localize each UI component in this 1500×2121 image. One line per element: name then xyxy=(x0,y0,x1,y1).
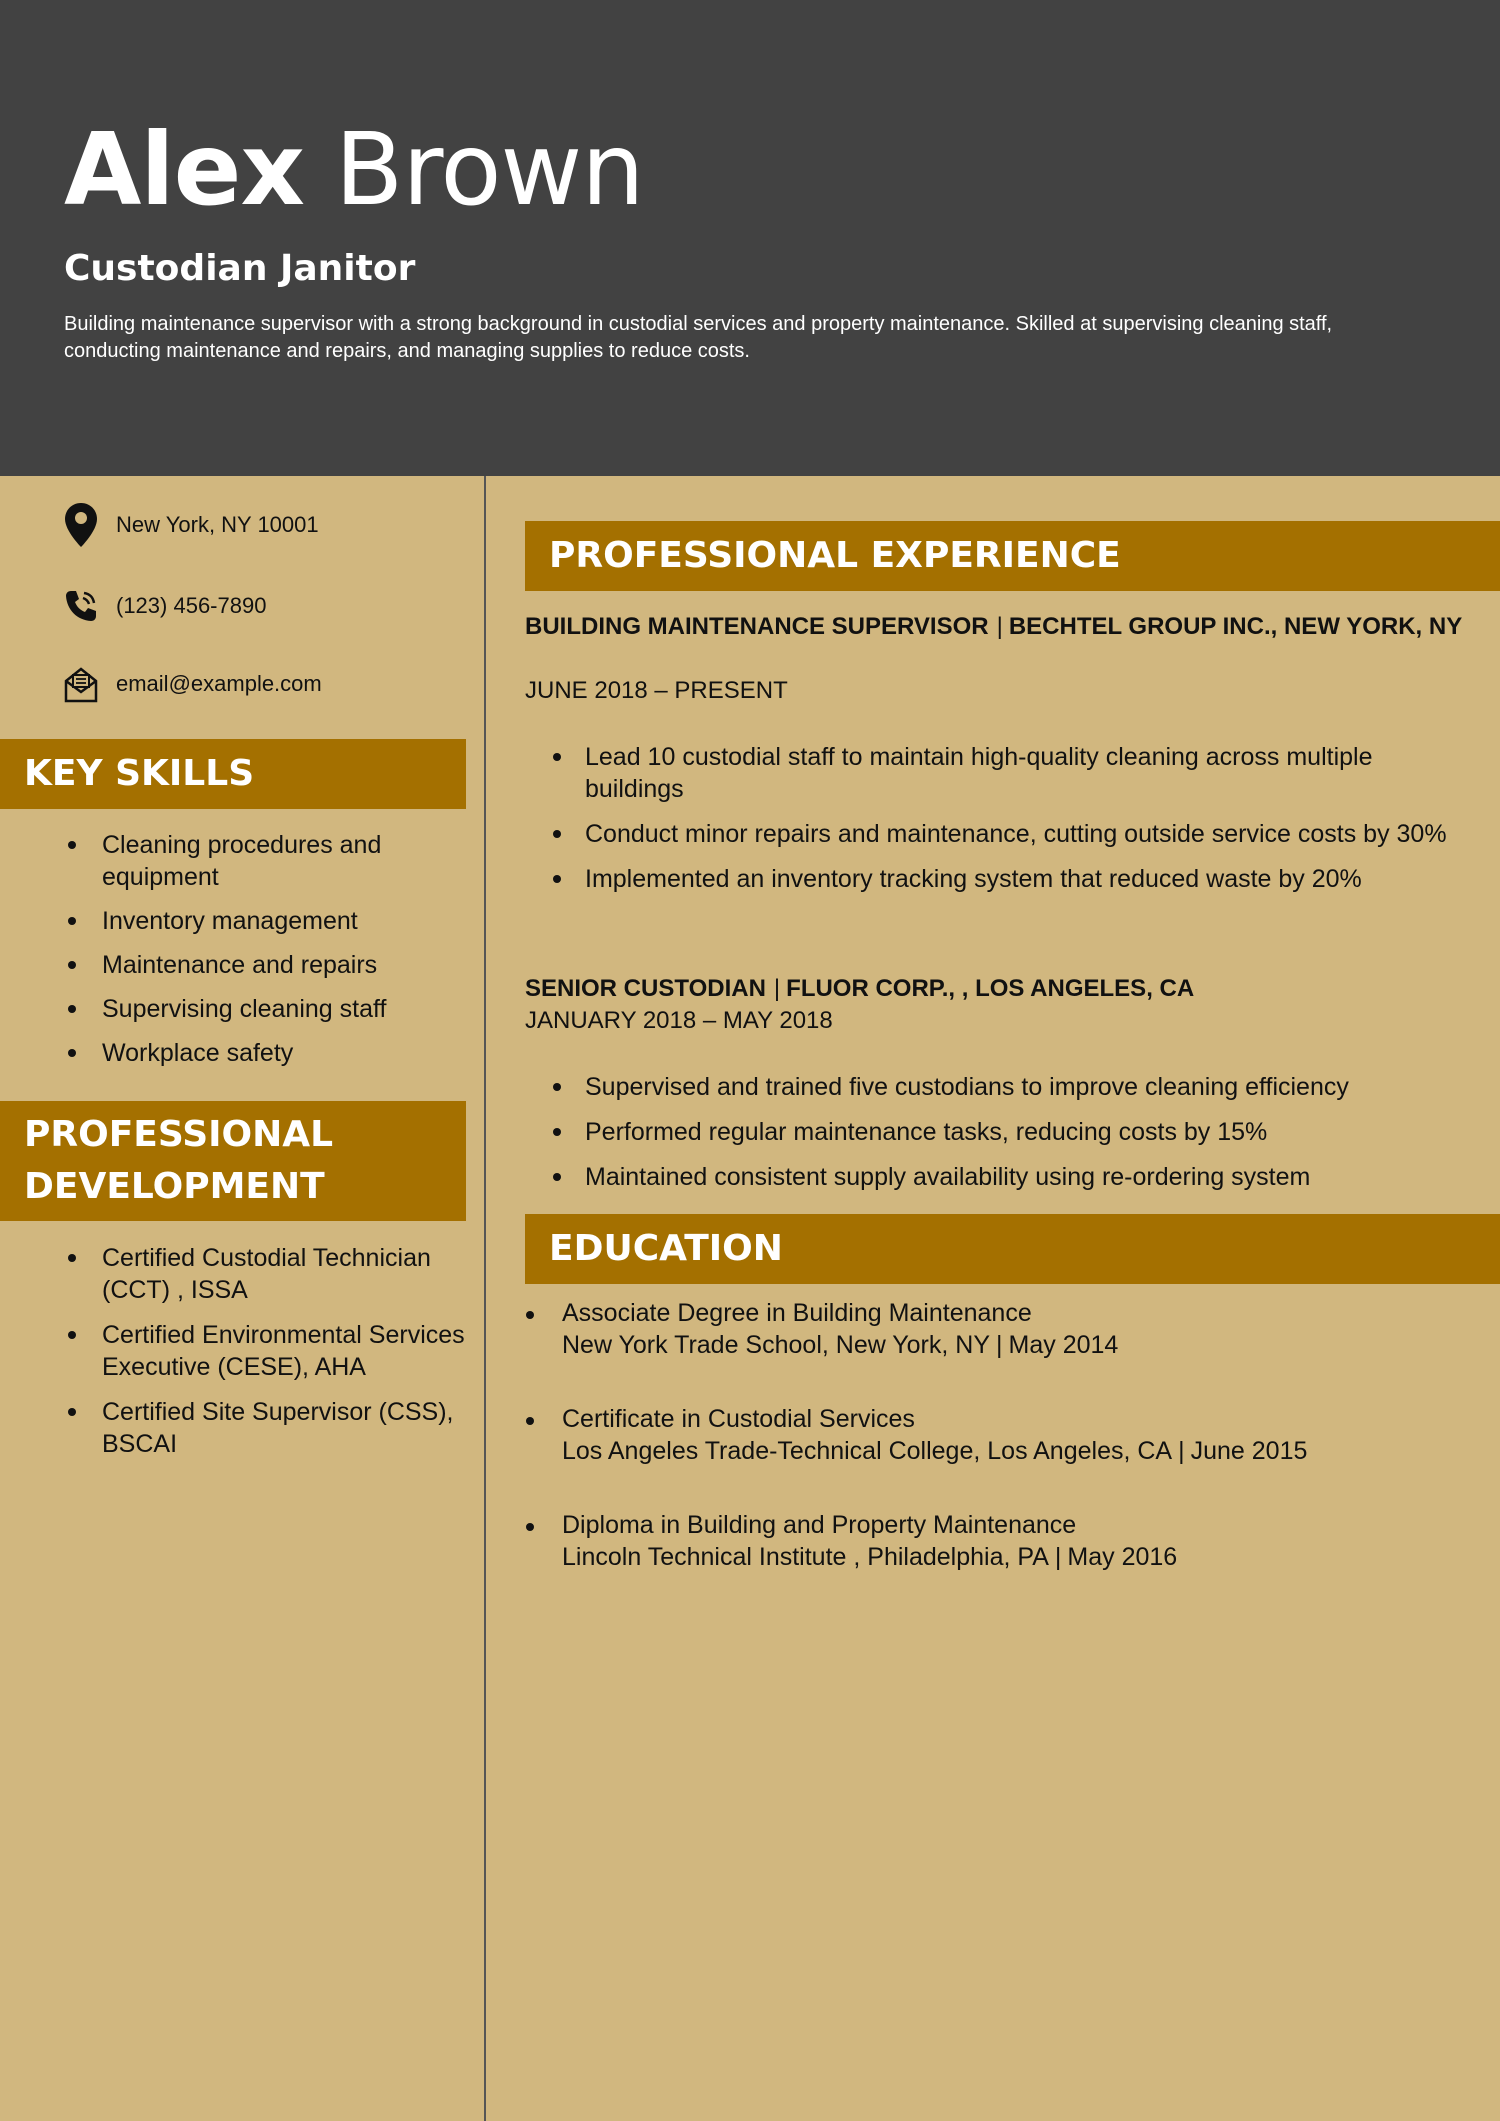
list-item: Certified Site Supervisor (CSS), BSCAI xyxy=(102,1396,482,1460)
list-item: Cleaning procedures and equipment xyxy=(102,829,462,893)
job-1-dates: JUNE 2018 – PRESENT xyxy=(525,677,788,704)
last-name: Brown xyxy=(334,111,644,228)
location-pin-icon xyxy=(64,502,98,548)
contact-location xyxy=(64,502,319,548)
job-1-header xyxy=(525,611,1465,643)
experience-heading: PROFESSIONAL EXPERIENCE xyxy=(525,521,1500,591)
education-school-line xyxy=(562,1435,1462,1467)
list-item: Conduct minor repairs and maintenance, cutting outside service costs by 30% xyxy=(585,818,1465,850)
education-date: May 2014 xyxy=(1008,1331,1119,1359)
education-item xyxy=(562,1297,1462,1361)
education-school-line xyxy=(562,1541,1462,1573)
education-degree: Associate Degree in Building Maintenance xyxy=(562,1299,1032,1327)
contact-phone xyxy=(64,583,266,629)
education-list xyxy=(562,1297,1462,1615)
job-company: FLUOR CORP., , LOS ANGELES, CA xyxy=(786,975,1195,1002)
education-date: May 2016 xyxy=(1067,1543,1178,1571)
job-2-dates: JANUARY 2018 – MAY 2018 xyxy=(525,1007,833,1034)
education-degree: Diploma in Building and Property Maintenance xyxy=(562,1511,1077,1539)
list-item: Implemented an inventory tracking system that reduced waste by 20% xyxy=(585,863,1465,895)
list-item: Maintained consistent supply availability using re-ordering system xyxy=(585,1161,1465,1193)
contact-email xyxy=(64,661,322,707)
professional-development-heading xyxy=(0,1101,466,1221)
education-separator: | xyxy=(1178,1437,1185,1465)
education-school: Los Angeles Trade-Technical College, Los Angeles, CA xyxy=(562,1437,1173,1465)
location-text: New York, NY 10001 xyxy=(116,512,319,537)
education-school: Lincoln Technical Institute , Philadelphia, PA xyxy=(562,1543,1049,1571)
list-item: Workplace safety xyxy=(102,1037,462,1069)
job-title: Custodian Janitor xyxy=(64,248,416,289)
list-item: Supervising cleaning staff xyxy=(102,993,462,1025)
email-text[interactable]: email@example.com xyxy=(116,671,322,696)
column-divider xyxy=(484,476,486,2121)
job-separator: | xyxy=(773,975,781,1002)
job-company: BECHTEL GROUP INC., NEW YORK, NY xyxy=(1008,613,1463,640)
resume-header xyxy=(0,0,1500,476)
education-separator: | xyxy=(996,1331,1003,1359)
envelope-icon xyxy=(64,661,98,707)
list-item: Maintenance and repairs xyxy=(102,949,462,981)
job-role: BUILDING MAINTENANCE SUPERVISOR xyxy=(525,613,989,640)
job-1-bullets xyxy=(585,741,1465,908)
education-item xyxy=(562,1403,1462,1467)
list-item: Certified Custodial Technician (CCT) , ISSA xyxy=(102,1242,482,1306)
education-school-line xyxy=(562,1329,1462,1361)
job-2-bullets xyxy=(585,1071,1465,1206)
education-separator: | xyxy=(1054,1543,1062,1571)
summary: Building maintenance supervisor with a strong background in custodial services and property maintenance. Skilled at supervising cleaning staff, conducting maintenance and repairs, and managing supplies to reduce costs. xyxy=(64,313,1333,362)
job-role: SENIOR CUSTODIAN xyxy=(525,975,766,1002)
professional-development-list xyxy=(102,1242,482,1473)
education-school: New York Trade School, New York, NY xyxy=(562,1331,991,1359)
list-item: Lead 10 custodial staff to maintain high-quality cleaning across multiple buildings xyxy=(585,741,1465,805)
phone-icon xyxy=(64,583,98,629)
education-date: June 2015 xyxy=(1190,1437,1308,1465)
list-item: Performed regular maintenance tasks, reducing costs by 15% xyxy=(585,1116,1465,1148)
list-item: Supervised and trained five custodians to improve cleaning efficiency xyxy=(585,1071,1465,1103)
key-skills-list xyxy=(102,829,462,1081)
candidate-name xyxy=(64,112,644,227)
first-name: Alex xyxy=(64,111,304,228)
education-item xyxy=(562,1509,1462,1573)
list-item: Inventory management xyxy=(102,905,462,937)
key-skills-heading: KEY SKILLS xyxy=(0,739,466,809)
education-degree: Certificate in Custodial Services xyxy=(562,1405,915,1433)
education-heading: EDUCATION xyxy=(525,1214,1500,1284)
job-2-header xyxy=(525,973,1465,1005)
dev-heading-line2: DEVELOPMENT xyxy=(24,1166,325,1207)
dev-heading-line1: PROFESSIONAL xyxy=(24,1114,334,1155)
list-item: Certified Environmental Services Executive (CESE), AHA xyxy=(102,1319,482,1383)
phone-text[interactable]: (123) 456-7890 xyxy=(116,593,267,618)
job-separator: | xyxy=(996,613,1003,640)
